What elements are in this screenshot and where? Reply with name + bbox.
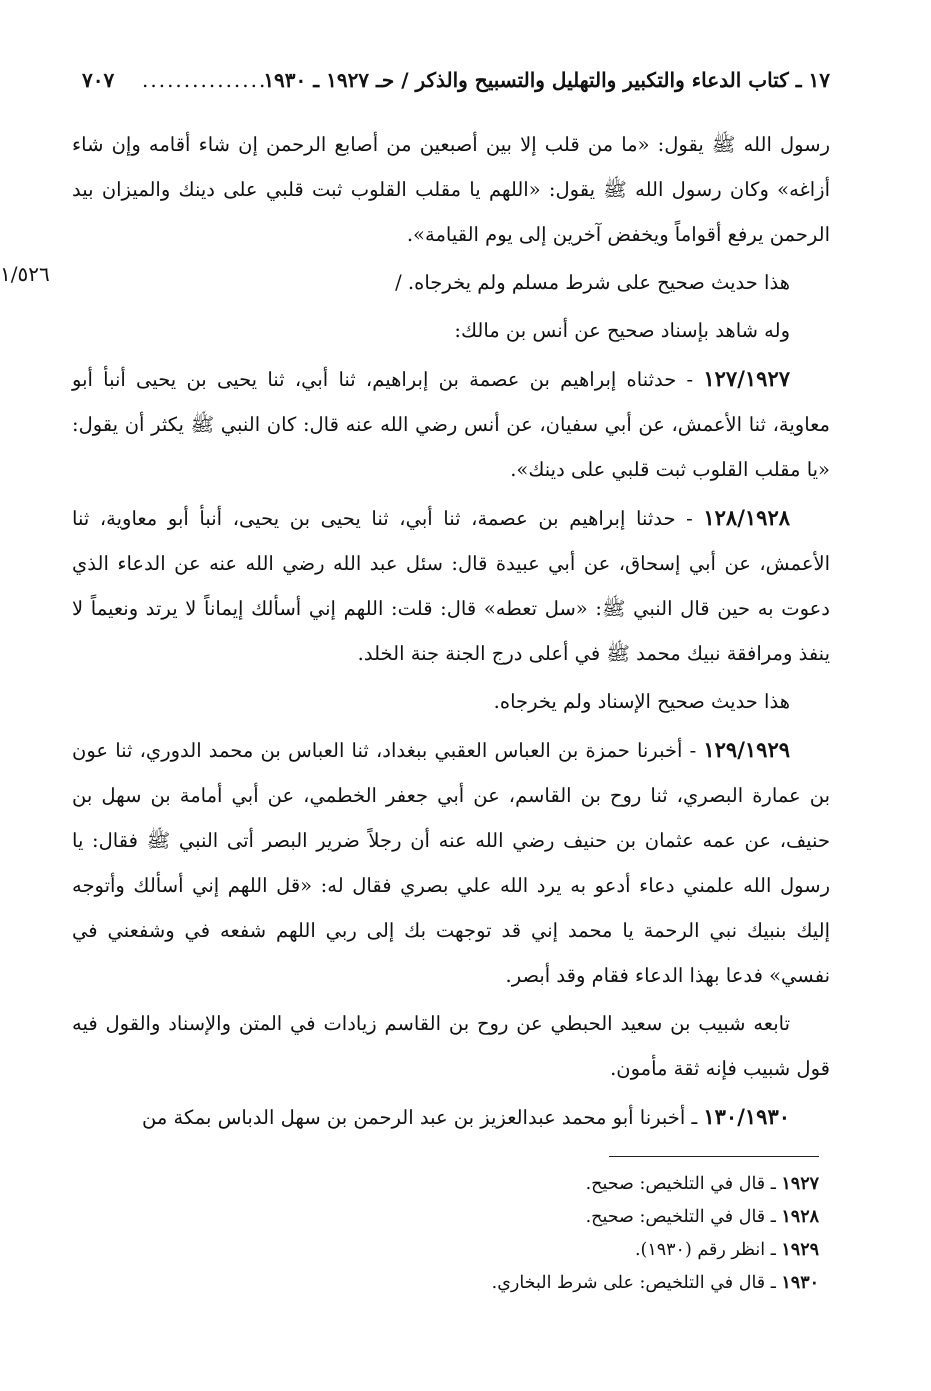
footnotes (319, 1168, 819, 1300)
footnote-number: ١٩٢٨ (781, 1207, 819, 1227)
paragraph-grading-2: هذا حديث صحيح الإسناد ولم يخرجاه. (493, 690, 790, 713)
hadith-number: ١٣٠/١٩٣٠ (703, 1104, 790, 1129)
hadith-1930 (72, 1094, 830, 1140)
paragraph-continuation: رسول الله ﷺ يقول: «ما من قلب إلا بين أصبعين من أصابع الرحمن إن شاء أقامه وإن شاء أزاغه» وكان رسول الله ﷺ يقول: «اللهم يا مقلب القلوب ثبت قلبي على دينك والميزان بيد الرحمن يرفع أقواماً ويخفض آخرين إلى يوم القيامة». (72, 133, 830, 246)
hadith-number: ١٢٩/١٩٢٩ (703, 737, 790, 762)
paragraph-grading: هذا حديث صحيح على شرط مسلم ولم يخرجاه. / (395, 271, 790, 294)
paragraph-corroboration: تابعه شبيب بن سعيد الحبطي عن روح بن القاسم زيادات في المتن والإسناد والقول فيه قول شبيب فإنه ثقة مأمون. (72, 1012, 830, 1080)
hadith-number: ١٢٨/١٩٢٨ (703, 505, 790, 530)
paragraph-witness: وله شاهد بإسناد صحيح عن أنس بن مالك: (454, 319, 790, 342)
hadith-text: - أخبرنا حمزة بن العباس العقبي ببغداد، ثنا العباس بن محمد الدوري، ثنا عون بن عمارة البصري، ثنا روح بن القاسم، عن أبي جعفر الخطمي، عن أبي أمامة بن سهل بن حنيف، عن عمه عثمان بن حنيف رضي الله عنه أن رجلاً ضرير البصر أتى النبي ﷺ فقال: يا رسول الله علمني دعاء أدعو به يرد الله علي بصري فقال له: «قل اللهم إني أسألك وأتوجه إليك بنبيك نبي الرحمة يا محمد إني قد توجهت بك إلى ربي اللهم شفعه في وشفعني في نفسي» فدعا بهذا الدعاء فقام وقد أبصر. (72, 739, 830, 987)
hadith-1929 (72, 727, 830, 998)
footnote-item (319, 1168, 819, 1201)
footnote-text: ـ انظر رقم (١٩٣٠). (634, 1240, 782, 1260)
footnote-separator (609, 1156, 819, 1157)
footnote-item (319, 1267, 819, 1300)
header-leader-dots: ............... (142, 68, 268, 92)
hadith-text: - حدثنا إبراهيم بن عصمة، ثنا أبي، ثنا يحيى بن يحيى، أنبأ أبو معاوية، ثنا الأعمش، عن أبي إسحاق، عن أبي عبيدة قال: سئل عبد الله رضي الله عنه عن الدعاء الذي دعوت به حين قال النبي ﷺ: «سل تعطه» قال: قلت: اللهم إني أسألك إيماناً لا يرتد ونعيماً لا ينفذ ومرافقة نبيك محمد ﷺ في أعلى درج الجنة جنة الخلد. (72, 507, 830, 665)
hadith-text: - حدثناه إبراهيم بن عصمة بن إبراهيم، ثنا أبي، ثنا يحيى بن يحيى أنبأ أبو معاوية، ثنا الأعمش، عن أبي سفيان، عن أنس رضي الله عنه قال: كان النبي ﷺ يكثر أن يقول: «يا مقلب القلوب ثبت قلبي على دينك». (72, 368, 830, 481)
footnote-number: ١٩٢٧ (781, 1174, 819, 1194)
footnote-number: ١٩٣٠ (781, 1273, 819, 1293)
hadith-1928 (72, 495, 830, 676)
hadith-number: ١٢٧/١٩٢٧ (703, 366, 790, 391)
header-title: ١٧ ـ كتاب الدعاء والتكبير والتهليل والتسبيح والذكر / حـ ١٩٢٧ ـ ١٩٣٠ (263, 68, 830, 92)
hadith-1927 (72, 356, 830, 492)
footnote-text: ـ قال في التلخيص: على شرط البخاري. (491, 1273, 782, 1293)
running-header (82, 62, 830, 102)
footnote-text: ـ قال في التلخيص: صحيح. (585, 1174, 782, 1194)
hadith-text: ـ أخبرنا أبو محمد عبدالعزيز بن عبد الرحمن بن سهل الدباس بمكة من (142, 1106, 704, 1129)
footnote-item (319, 1234, 819, 1267)
page-number: ٧٠٧ (82, 68, 115, 92)
main-text (72, 122, 830, 1143)
footnote-item (319, 1201, 819, 1234)
footnote-number: ١٩٢٩ (781, 1240, 819, 1260)
margin-reference: ١/٥٢٦ (0, 262, 50, 286)
footnote-text: ـ قال في التلخيص: صحيح. (585, 1207, 782, 1227)
